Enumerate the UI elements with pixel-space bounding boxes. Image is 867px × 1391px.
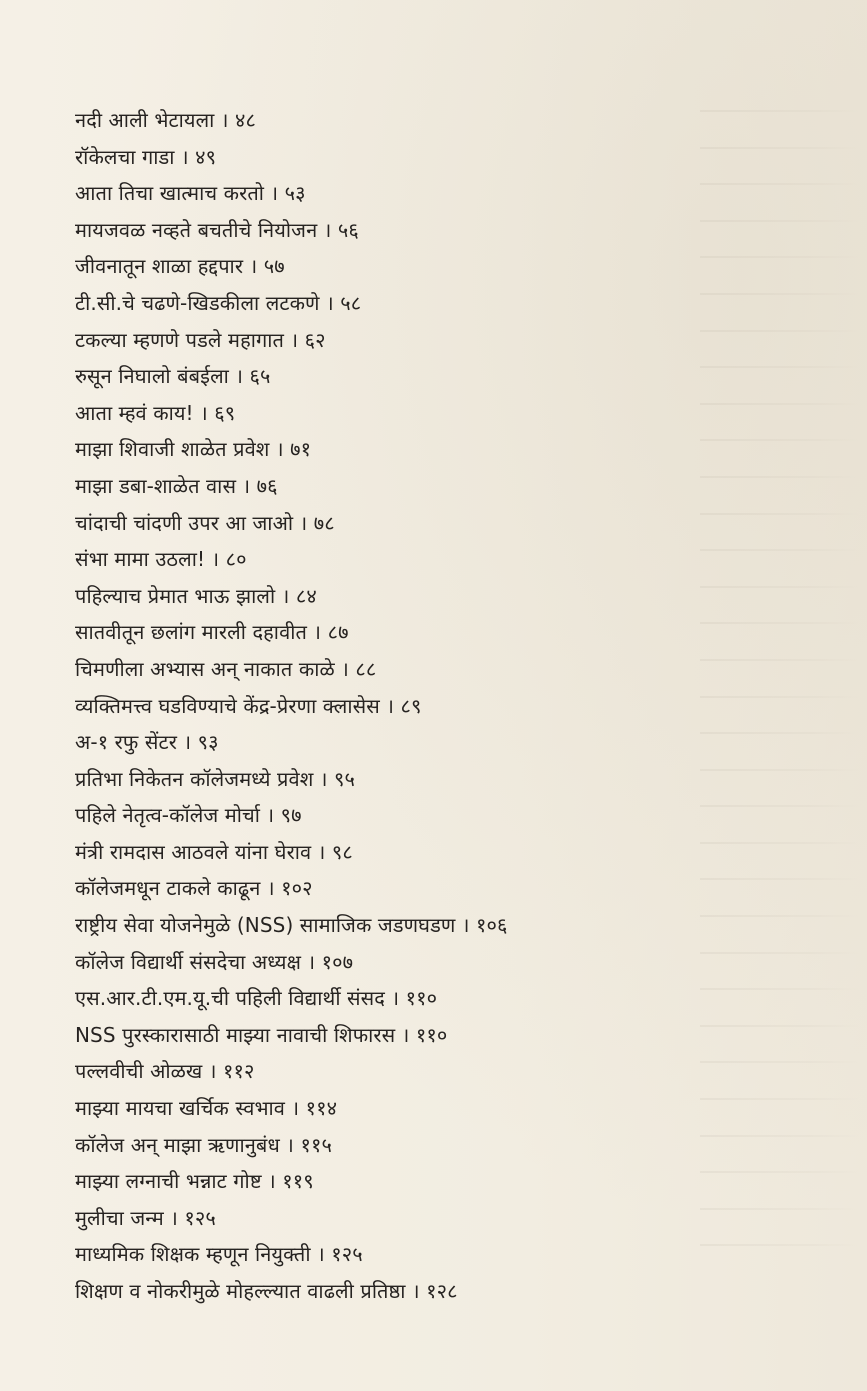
toc-entry: आता म्हवं काय! । ६९ bbox=[75, 400, 236, 425]
toc-entry: टकल्या म्हणणे पडले महागात । ६२ bbox=[75, 327, 326, 352]
toc-entry: कॉलेज विद्यार्थी संसदेचा अध्यक्ष । १०७ bbox=[75, 949, 354, 974]
toc-entry: एस.आर.टी.एम.यू.ची पहिली विद्यार्थी संसद । ११० bbox=[75, 986, 438, 1011]
toc-entry: चांदाची चांदणी उपर आ जाओ । ७८ bbox=[75, 510, 335, 535]
toc-entry: आता तिचा खात्माच करतो । ५३ bbox=[75, 181, 306, 206]
toc-entry: माझ्या लग्नाची भन्नाट गोष्ट । ११९ bbox=[75, 1169, 314, 1194]
toc-entry: सातवीतून छलांग मारली दहावीत । ८७ bbox=[75, 620, 349, 645]
toc-entry: अ-१ रफु सेंटर । ९३ bbox=[75, 730, 219, 755]
toc-entry: पहिल्याच प्रेमात भाऊ झालो । ८४ bbox=[75, 583, 317, 608]
toc-entry: नदी आली भेटायला । ४८ bbox=[75, 108, 257, 132]
toc-entry: रॉकेलचा गाडा । ४९ bbox=[75, 144, 217, 169]
toc-entry: माझ्या मायचा खर्चिक स्वभाव । ११४ bbox=[75, 1096, 338, 1121]
toc-entry: प्रतिभा निकेतन कॉलेजमध्ये प्रवेश । ९५ bbox=[75, 766, 356, 791]
table-of-contents bbox=[75, 102, 775, 1310]
toc-entry: मंत्री रामदास आठवले यांना घेराव । ९८ bbox=[75, 839, 353, 864]
toc-entry: माध्यमिक शिक्षक म्हणून नियुक्ती । १२५ bbox=[75, 1242, 363, 1267]
toc-entry: माझा शिवाजी शाळेत प्रवेश । ७१ bbox=[75, 437, 312, 462]
toc-entry: टी.सी.चे चढणे-खिडकीला लटकणे । ५८ bbox=[75, 290, 362, 315]
toc-entry: मुलीचा जन्म । १२५ bbox=[75, 1205, 216, 1230]
toc-entry: NSS पुरस्कारासाठी माझ्या नावाची शिफारस । ११० bbox=[75, 1022, 448, 1047]
toc-entry: रुसून निघालो बंबईला । ६५ bbox=[75, 364, 271, 389]
toc-entry: कॉलेज अन् माझा ऋणानुबंध । ११५ bbox=[75, 1132, 332, 1157]
toc-entry: राष्ट्रीय सेवा योजनेमुळे (NSS) सामाजिक जडणघडण । १०६ bbox=[75, 913, 508, 938]
toc-entry: पहिले नेतृत्व-कॉलेज मोर्चा । ९७ bbox=[75, 803, 302, 828]
toc-entry: व्यक्तिमत्त्व घडविण्याचे केंद्र-प्रेरणा क्लासेस । ८९ bbox=[75, 693, 422, 718]
toc-entry: चिमणीला अभ्यास अन् नाकात काळे । ८८ bbox=[75, 656, 377, 681]
toc-entry: पल्लवीची ओळख । ११२ bbox=[75, 1059, 255, 1084]
toc-entry: माझा डबा-शाळेत वास । ७६ bbox=[75, 473, 278, 498]
toc-entry: शिक्षण व नोकरीमुळे मोहल्ल्यात वाढली प्रतिष्ठा । १२८ bbox=[75, 1279, 458, 1303]
toc-entry: जीवनातून शाळा हद्दपार । ५७ bbox=[75, 254, 285, 279]
toc-entry: मायजवळ नव्हते बचतीचे नियोजन । ५६ bbox=[75, 217, 359, 242]
toc-entry: कॉलेजमधून टाकले काढून । १०२ bbox=[75, 876, 313, 901]
toc-entry: संभा मामा उठला! । ८० bbox=[75, 547, 247, 572]
